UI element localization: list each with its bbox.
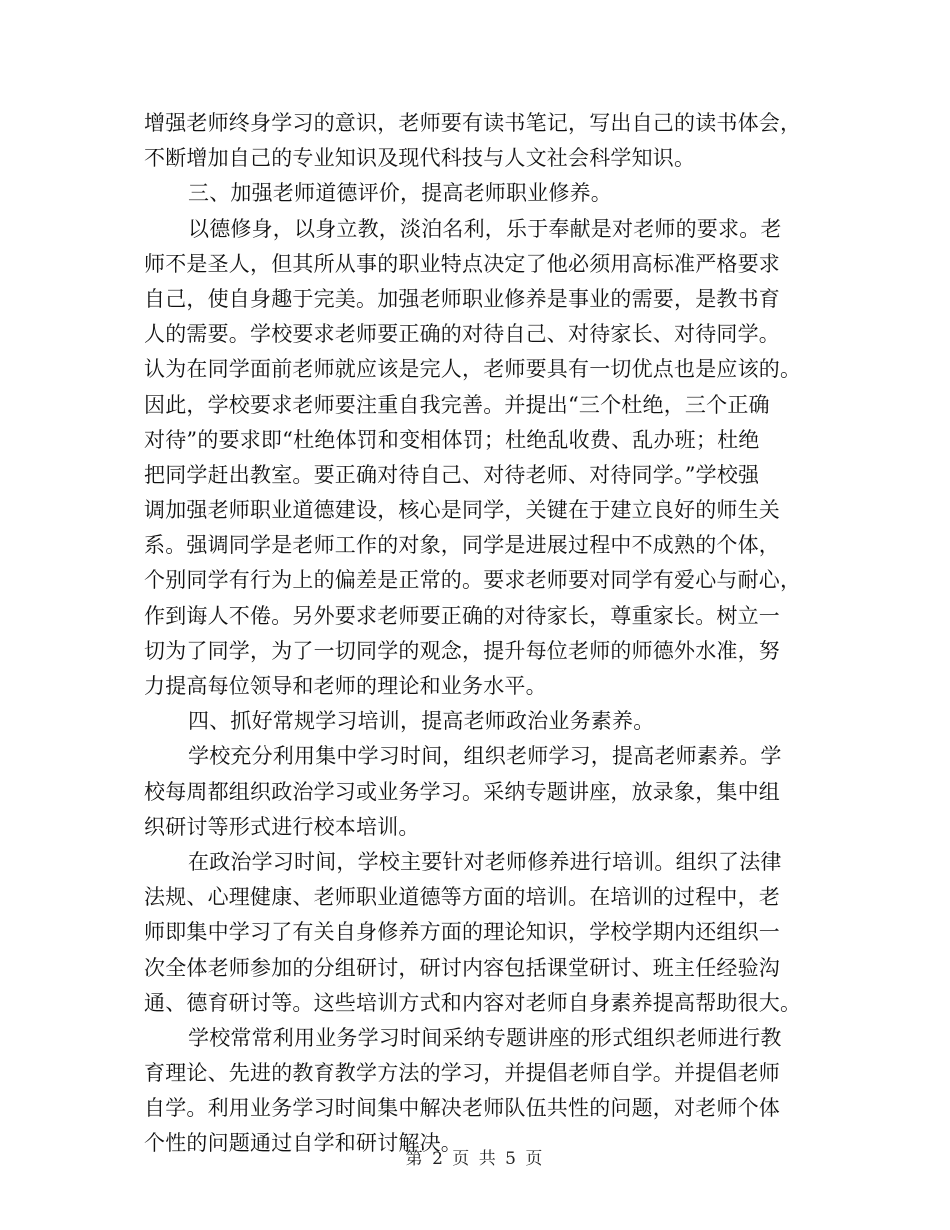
text-line: 法规、心理健康、老师职业道德等方面的培训。在培训的过程中，老 bbox=[144, 885, 780, 910]
text-line: 调加强老师职业道德建设，核心是同学，关键在于建立良好的师生关 bbox=[144, 498, 780, 523]
text-line: 不断增加自己的专业知识及现代科技与人文社会科学知识。 bbox=[144, 146, 696, 171]
text-line: 增强老师终身学习的意识，老师要有读书笔记，写出自己的读书体会， bbox=[144, 111, 802, 135]
text-line: 因此，学校要求老师要注重自我完善。并提出“三个杜绝，三个正确 bbox=[144, 392, 770, 417]
text-line: 把同学赶出教室。要正确对待自己、对待老师、对待同学。”学校强 bbox=[144, 462, 760, 487]
text-line: 次全体老师参加的分组研讨，研讨内容包括课堂研讨、班主任经验沟 bbox=[144, 955, 780, 980]
text-line: 力提高每位领导和老师的理论和业务水平。 bbox=[144, 674, 547, 698]
text-line: 认为在同学面前老师就应该是完人，老师要具有一切优点也是应该的。 bbox=[144, 357, 802, 382]
text-line: 学校常常利用业务学习时间采纳专题讲座的形式组织老师进行教 bbox=[188, 1025, 782, 1050]
text-line: 育理论、先进的教育教学方法的学习，并提倡老师自学。并提倡老师 bbox=[144, 1061, 780, 1086]
text-line: 师即集中学习了有关自身修养方面的理论知识，学校学期内还组织一 bbox=[144, 920, 780, 945]
text-line: 自学。利用业务学习时间集中解决老师队伍共性的问题，对老师个体 bbox=[144, 1096, 780, 1121]
text-line: 自己，使自身趣于完美。加强老师职业修养是事业的需要，是教书育 bbox=[144, 286, 780, 311]
text-line: 织研讨等形式进行校本培训。 bbox=[144, 814, 420, 839]
text-line: 系。强调同学是老师工作的对象，同学是进展过程中不成熟的个体， bbox=[144, 533, 780, 558]
text-line: 对待”的要求即“杜绝体罚和变相体罚；杜绝乱收费、乱办班；杜绝 bbox=[144, 427, 760, 452]
text-line: 四、抓好常规学习培训，提高老师政治业务素养。 bbox=[188, 709, 655, 734]
text-line: 人的需要。学校要求老师要正确的对待自己、对待家长、对待同学。 bbox=[144, 322, 780, 347]
text-line: 以德修身，以身立教，淡泊名利，乐于奉献是对老师的要求。老 bbox=[188, 216, 782, 241]
text-line: 作到诲人不倦。另外要求老师要正确的对待家长，尊重家长。树立一 bbox=[144, 603, 780, 628]
document-body bbox=[144, 106, 812, 1162]
text-line: 个性的问题通过自学和研讨解决。 bbox=[144, 1131, 462, 1156]
text-line: 三、加强老师道德评价，提高老师职业修养。 bbox=[188, 181, 612, 206]
text-line: 师不是圣人，但其所从事的职业特点决定了他必须用高标准严格要求 bbox=[144, 251, 780, 276]
text-line: 通、德育研讨等。这些培训方式和内容对老师自身素养提高帮助很大。 bbox=[144, 990, 802, 1015]
page-footer: 第 2 页 共 5 页 bbox=[405, 1149, 545, 1169]
text-line: 学校充分利用集中学习时间，组织老师学习，提高老师素养。学 bbox=[188, 744, 782, 769]
text-line: 切为了同学，为了一切同学的观念，提升每位老师的师德外水准，努 bbox=[144, 638, 780, 663]
text-line: 个别同学有行为上的偏差是正常的。要求老师要对同学有爱心与耐心， bbox=[144, 568, 802, 593]
text-line: 在政治学习时间，学校主要针对老师修养进行培训。组织了法律 bbox=[188, 849, 782, 874]
text-line: 校每周都组织政治学习或业务学习。采纳专题讲座，放录象，集中组 bbox=[144, 779, 780, 804]
